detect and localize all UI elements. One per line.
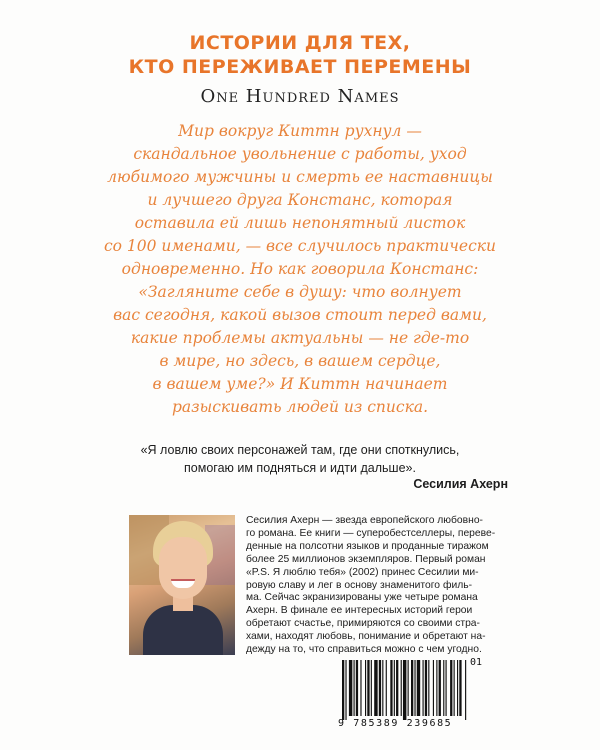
annotation-line: в мире, но здесь, в вашем сердце,	[159, 352, 441, 370]
barcode-bar	[408, 660, 409, 716]
barcode-bar	[457, 660, 458, 716]
bio-line: Сесилия Ахерн — звезда европейского любовно-	[246, 515, 483, 526]
barcode-bar	[433, 660, 434, 716]
annotation-line: вас сегодня, какой вызов стоит перед вами,	[113, 306, 487, 324]
isbn-digits: 9 785389 239685	[338, 718, 453, 729]
author-quote	[0, 441, 600, 477]
bio-line: хами, находят любовь, понимание и обретают на-	[246, 631, 486, 643]
barcode-bar	[465, 660, 466, 720]
barcode-bar	[454, 660, 455, 716]
barcode-bar	[371, 660, 372, 716]
barcode-bar	[390, 660, 392, 716]
annotation-line: оставила ей лишь непонятный листок	[134, 214, 466, 232]
barcode-bar	[450, 660, 452, 716]
barcode-bar	[386, 660, 387, 716]
quote-line-1: «Я ловлю своих персонажей там, где они споткнулись,	[140, 443, 460, 457]
bio-line: обретают счастье, примиряются со своими стра-	[246, 618, 480, 630]
annotation-line: любимого мужчины и смерть ее наставницы	[107, 168, 493, 186]
annotation-line: разыскивать людей из списка.	[171, 398, 429, 416]
barcode-bar	[382, 660, 383, 716]
bio-line: го романа. Ее книги — суперобестселлеры, переве-	[246, 527, 496, 539]
bio-line: более 25 миллионов экземпляров. Первый роман	[246, 553, 486, 565]
barcode-bar	[354, 660, 355, 716]
barcode-bar	[459, 660, 461, 716]
barcode-bar	[401, 660, 402, 716]
bio-line: ровую славу и лег в основу знаменитого филь-	[246, 579, 472, 591]
bio-line: денные на полсотни языков и проданные тиражом	[246, 540, 489, 552]
author-bio	[246, 515, 496, 657]
bio-line: «P.S. Я люблю тебя» (2002) принес Сесилии ми-	[246, 566, 479, 578]
barcode-bar	[367, 660, 369, 716]
annotation-line: «Загляните себе в душу: что волнует	[138, 283, 462, 301]
barcode-bar	[436, 660, 437, 716]
barcode-bar	[423, 660, 424, 716]
barcode-bar	[417, 660, 420, 716]
annotation-line: скандальное увольнение с работы, уход	[133, 145, 467, 163]
barcode-bar	[345, 660, 346, 720]
annotation-line: какие проблемы актуальны — не где-то	[130, 329, 470, 347]
tagline-line-1: ИСТОРИИ ДЛЯ ТЕХ,	[189, 32, 411, 54]
barcode-bar	[425, 660, 427, 716]
barcode-bar	[394, 660, 395, 716]
barcode-bar	[443, 660, 444, 716]
annotation-line: и лучшего друга Констанс, которая	[147, 191, 453, 209]
barcode-bar	[428, 660, 429, 716]
barcode-bar	[396, 660, 398, 716]
barcode-bar	[446, 660, 447, 716]
barcode-bar	[365, 660, 366, 716]
annotation-line: в вашем уме?» И Киттн начинает	[152, 375, 448, 393]
issue-code: 01	[470, 657, 483, 668]
author-photo	[129, 515, 235, 655]
barcode-bar	[374, 660, 377, 716]
barcode-bar	[360, 660, 361, 716]
barcode-bar	[411, 660, 413, 716]
barcode-bar	[439, 660, 441, 716]
barcode-bar	[379, 660, 381, 716]
original-title: One Hundred Names	[200, 86, 400, 107]
bio-line: ма. Сейчас экранизированы уже четыре романа	[246, 592, 478, 604]
barcode-bar	[342, 660, 344, 720]
annotation-line: одновременно. Но как говорила Констанс:	[121, 260, 479, 278]
barcode-bar	[403, 660, 406, 720]
barcode-bar	[349, 660, 352, 716]
annotation-line: со 100 именами, — все случилось практически	[103, 237, 497, 255]
tagline-line-2: КТО ПЕРЕЖИВАЕТ ПЕРЕМЕНЫ	[128, 56, 472, 78]
annotation-line: Мир вокруг Киттн рухнул —	[178, 122, 422, 140]
bio-line: Ахерн. В финале ее интересных историй герои	[246, 605, 473, 617]
quote-line-2: помогаю им подняться и идти дальше».	[184, 461, 416, 475]
barcode-bar	[356, 660, 358, 716]
quote-author: Сесилия Ахерн	[413, 477, 508, 491]
barcode-bar	[414, 660, 415, 716]
bio-line: дежду на то, что справиться можно с чем угодно.	[246, 644, 482, 656]
